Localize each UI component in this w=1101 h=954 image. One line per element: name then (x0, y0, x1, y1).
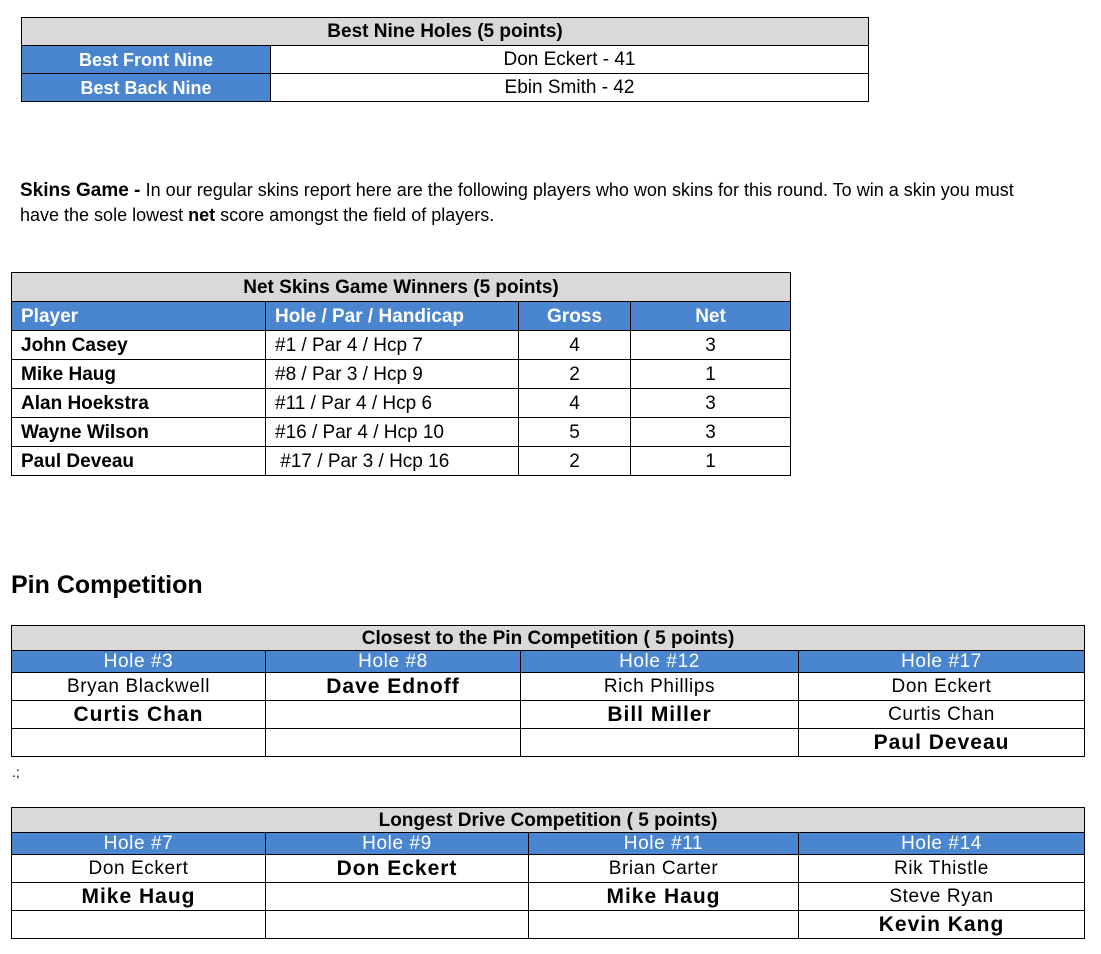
ctp-cell: Dave Ednoff (266, 673, 521, 701)
player-cell: Wayne Wilson (12, 418, 266, 447)
skins-winners-table (11, 272, 791, 476)
ld-cell: Mike Haug (529, 883, 799, 911)
closest-to-pin-table (11, 625, 1085, 757)
table-row (12, 729, 1085, 757)
stray-mark: .; (12, 764, 20, 780)
hole-cell: #1 / Par 4 / Hcp 7 (266, 331, 519, 360)
ctp-cell: Don Eckert (799, 673, 1085, 701)
table-row (22, 74, 869, 102)
gross-cell: 2 (519, 447, 631, 476)
ld-cell: Steve Ryan (799, 883, 1085, 911)
ctp-cell: Curtis Chan (12, 701, 266, 729)
ld-table-title: Longest Drive Competition ( 5 points) (12, 808, 1085, 833)
ctp-cell: Curtis Chan (799, 701, 1085, 729)
net-cell: 3 (631, 331, 791, 360)
skins-text-before: In our regular skins report here are the following players who won skins for this round. To win a skin you must have the sole lowest (20, 180, 1014, 225)
hole-cell: #8 / Par 3 / Hcp 9 (266, 360, 519, 389)
net-cell: 1 (631, 360, 791, 389)
column-header-hole: Hole #9 (266, 833, 529, 855)
skins-game-paragraph (20, 178, 1020, 227)
best-nine-title: Best Nine Holes (5 points) (22, 18, 869, 46)
best-back-nine-label: Best Back Nine (22, 74, 271, 102)
column-header-hole: Hole #11 (529, 833, 799, 855)
table-row (12, 418, 791, 447)
column-header-net: Net (631, 302, 791, 331)
net-cell: 3 (631, 418, 791, 447)
table-row (12, 360, 791, 389)
ld-cell: Mike Haug (12, 883, 266, 911)
ctp-header-row (12, 651, 1085, 673)
player-cell: Mike Haug (12, 360, 266, 389)
hole-cell: #16 / Par 4 / Hcp 10 (266, 418, 519, 447)
player-cell: Alan Hoekstra (12, 389, 266, 418)
best-back-nine-value: Ebin Smith - 42 (271, 74, 869, 102)
gross-cell: 2 (519, 360, 631, 389)
table-row (12, 911, 1085, 939)
table-row (12, 883, 1085, 911)
hole-cell: #11 / Par 4 / Hcp 6 (266, 389, 519, 418)
skins-header-row (12, 302, 791, 331)
column-header-hole: Hole #14 (799, 833, 1085, 855)
table-row (12, 701, 1085, 729)
skins-table-title: Net Skins Game Winners (5 points) (12, 273, 791, 302)
player-cell: John Casey (12, 331, 266, 360)
best-front-nine-value: Don Eckert - 41 (271, 46, 869, 74)
table-row (12, 673, 1085, 701)
longest-drive-table (11, 807, 1085, 939)
skins-game-lead: Skins Game - (20, 180, 146, 201)
ld-cell (266, 911, 529, 939)
best-front-nine-label: Best Front Nine (22, 46, 271, 74)
ld-header-row (12, 833, 1085, 855)
column-header-player: Player (12, 302, 266, 331)
skins-text-emphasis: net (188, 205, 216, 225)
table-row (12, 331, 791, 360)
net-cell: 1 (631, 447, 791, 476)
pin-competition-heading: Pin Competition (11, 571, 203, 599)
ctp-cell: Bryan Blackwell (12, 673, 266, 701)
net-cell: 3 (631, 389, 791, 418)
best-nine-table (21, 17, 869, 102)
column-header-hole: Hole #3 (12, 651, 266, 673)
ctp-cell (521, 729, 799, 757)
table-row (12, 855, 1085, 883)
column-header-hole: Hole #12 (521, 651, 799, 673)
ld-cell (12, 911, 266, 939)
ld-cell: Brian Carter (529, 855, 799, 883)
ctp-cell (266, 701, 521, 729)
skins-text-after: score amongst the field of players. (215, 205, 495, 225)
player-cell: Paul Deveau (12, 447, 266, 476)
ctp-cell: Bill Miller (521, 701, 799, 729)
ld-cell: Kevin Kang (799, 911, 1085, 939)
table-row (12, 389, 791, 418)
table-row (22, 46, 869, 74)
hole-cell: #17 / Par 3 / Hcp 16 (266, 447, 519, 476)
column-header-hole: Hole #17 (799, 651, 1085, 673)
ld-cell: Rik Thistle (799, 855, 1085, 883)
gross-cell: 5 (519, 418, 631, 447)
gross-cell: 4 (519, 389, 631, 418)
column-header-hole: Hole #7 (12, 833, 266, 855)
table-row (12, 447, 791, 476)
ctp-table-title: Closest to the Pin Competition ( 5 points) (12, 626, 1085, 651)
ld-cell (529, 911, 799, 939)
gross-cell: 4 (519, 331, 631, 360)
ld-cell: Don Eckert (266, 855, 529, 883)
ctp-cell (266, 729, 521, 757)
column-header-hole: Hole #8 (266, 651, 521, 673)
ctp-cell: Rich Phillips (521, 673, 799, 701)
ld-cell: Don Eckert (12, 855, 266, 883)
column-header-gross: Gross (519, 302, 631, 331)
column-header-hole: Hole / Par / Handicap (266, 302, 519, 331)
ld-cell (266, 883, 529, 911)
ctp-cell (12, 729, 266, 757)
ctp-cell: Paul Deveau (799, 729, 1085, 757)
